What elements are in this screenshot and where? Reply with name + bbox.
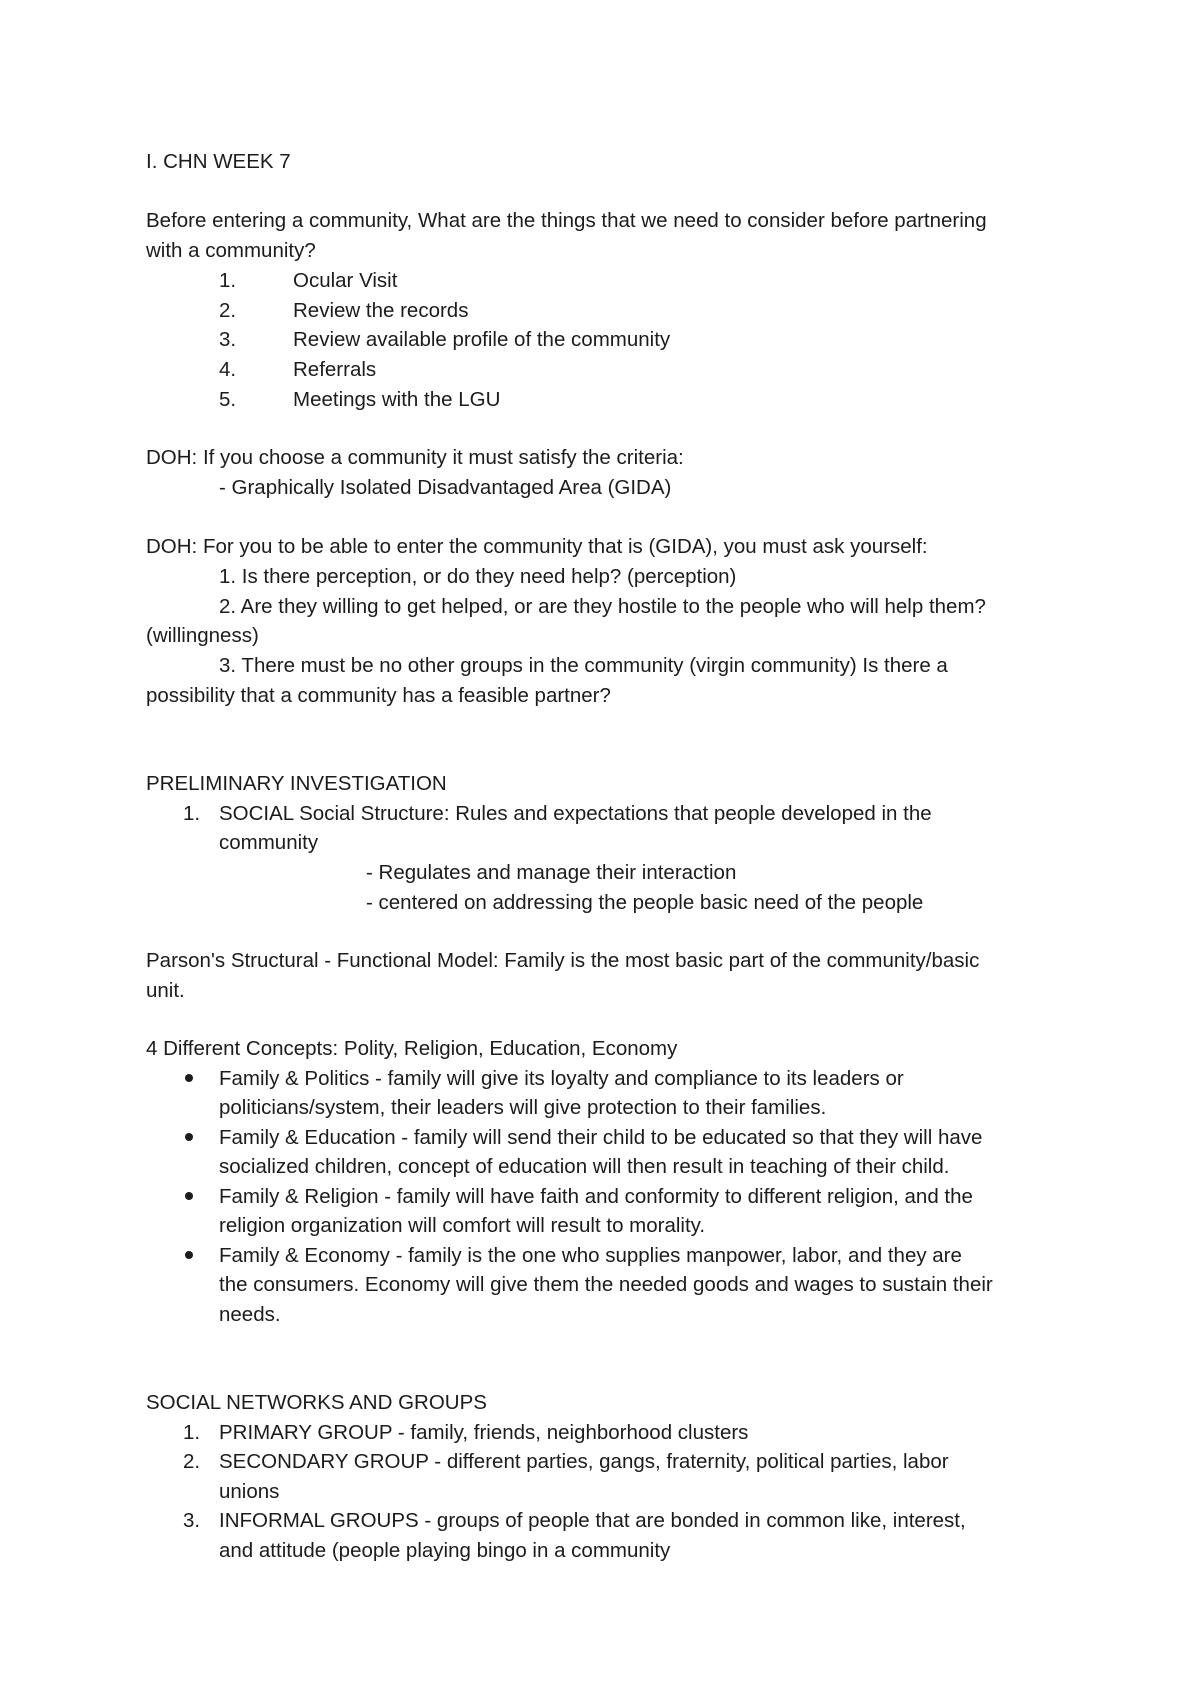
bullet-icon xyxy=(185,1133,193,1141)
intro-item-number: 2. xyxy=(219,299,237,322)
social-item-line: PRIMARY GROUP - family, friends, neighborhood clusters xyxy=(219,1421,749,1444)
preliminary-item-number: 1. xyxy=(183,802,201,825)
social-networks-heading: SOCIAL NETWORKS AND GROUPS xyxy=(146,1391,487,1414)
intro-item-text: Ocular Visit xyxy=(293,269,398,292)
intro-item-number: 4. xyxy=(219,358,237,381)
bullet-icon xyxy=(185,1192,193,1200)
doh-question-1: 1. Is there perception, or do they need help? (perception) xyxy=(219,565,737,588)
concept-bullet-line: Family & Economy - family is the one who supplies manpower, labor, and they are xyxy=(219,1244,962,1267)
concept-bullet-line: the consumers. Economy will give them the needed goods and wages to sustain their xyxy=(219,1273,993,1296)
intro-item-text: Meetings with the LGU xyxy=(293,388,501,411)
intro-item-number: 5. xyxy=(219,388,237,411)
social-item-number: 3. xyxy=(183,1509,201,1532)
intro-item-text: Review available profile of the community xyxy=(293,328,671,351)
social-item-number: 1. xyxy=(183,1421,201,1444)
doh-criteria-gida: - Graphically Isolated Disadvantaged Area (GIDA) xyxy=(219,476,672,499)
document-title: I. CHN WEEK 7 xyxy=(146,150,291,173)
concept-bullet-line: Family & Politics - family will give its loyalty and compliance to its leaders or xyxy=(219,1067,904,1090)
doh-question-3-continued: possibility that a community has a feasible partner? xyxy=(146,684,611,707)
concept-bullet-line: politicians/system, their leaders will give protection to their families. xyxy=(219,1096,827,1119)
parsons-model-line-1: Parson's Structural - Functional Model: Family is the most basic part of the community/basic xyxy=(146,949,980,972)
concept-bullet-line: Family & Religion - family will have faith and conformity to different religion, and the xyxy=(219,1185,973,1208)
preliminary-item-line-1: SOCIAL Social Structure: Rules and expectations that people developed in the xyxy=(219,802,932,825)
doh-question-2: 2. Are they willing to get helped, or are they hostile to the people who will help them? xyxy=(219,595,986,618)
intro-question-line-1: Before entering a community, What are the things that we need to consider before partnering xyxy=(146,209,987,232)
doh-question-3: 3. There must be no other groups in the community (virgin community) Is there a xyxy=(219,654,948,677)
concept-bullet-line: Family & Education - family will send their child to be educated so that they will have xyxy=(219,1126,983,1149)
intro-item-text: Referrals xyxy=(293,358,377,381)
doh-questions-intro: DOH: For you to be able to enter the community that is (GIDA), you must ask yourself: xyxy=(146,535,928,558)
doh-criteria-line: DOH: If you choose a community it must satisfy the criteria: xyxy=(146,446,684,469)
social-item-line: INFORMAL GROUPS - groups of people that are bonded in common like, interest, xyxy=(219,1509,966,1532)
concept-bullet-line: needs. xyxy=(219,1303,281,1326)
concept-bullet-line: religion organization will comfort will result to morality. xyxy=(219,1214,706,1237)
bullet-icon xyxy=(185,1074,193,1082)
preliminary-item-line-2: community xyxy=(219,831,319,854)
intro-item-text: Review the records xyxy=(293,299,469,322)
preliminary-sub-point: - Regulates and manage their interaction xyxy=(366,861,737,884)
social-item-number: 2. xyxy=(183,1450,201,1473)
concepts-heading: 4 Different Concepts: Polity, Religion, Education, Economy xyxy=(146,1037,678,1060)
intro-question-line-2: with a community? xyxy=(146,239,316,262)
intro-item-number: 1. xyxy=(219,269,237,292)
concept-bullet-line: socialized children, concept of education will then result in teaching of their child. xyxy=(219,1155,950,1178)
bullet-icon xyxy=(185,1251,193,1259)
social-item-line: SECONDARY GROUP - different parties, gangs, fraternity, political parties, labor xyxy=(219,1450,949,1473)
intro-item-number: 3. xyxy=(219,328,237,351)
preliminary-investigation-heading: PRELIMINARY INVESTIGATION xyxy=(146,772,447,795)
preliminary-sub-point: - centered on addressing the people basic need of the people xyxy=(366,891,924,914)
social-item-line: and attitude (people playing bingo in a community xyxy=(219,1539,671,1562)
doh-question-2-continued: (willingness) xyxy=(146,624,259,647)
social-item-line: unions xyxy=(219,1480,280,1503)
parsons-model-line-2: unit. xyxy=(146,979,185,1002)
